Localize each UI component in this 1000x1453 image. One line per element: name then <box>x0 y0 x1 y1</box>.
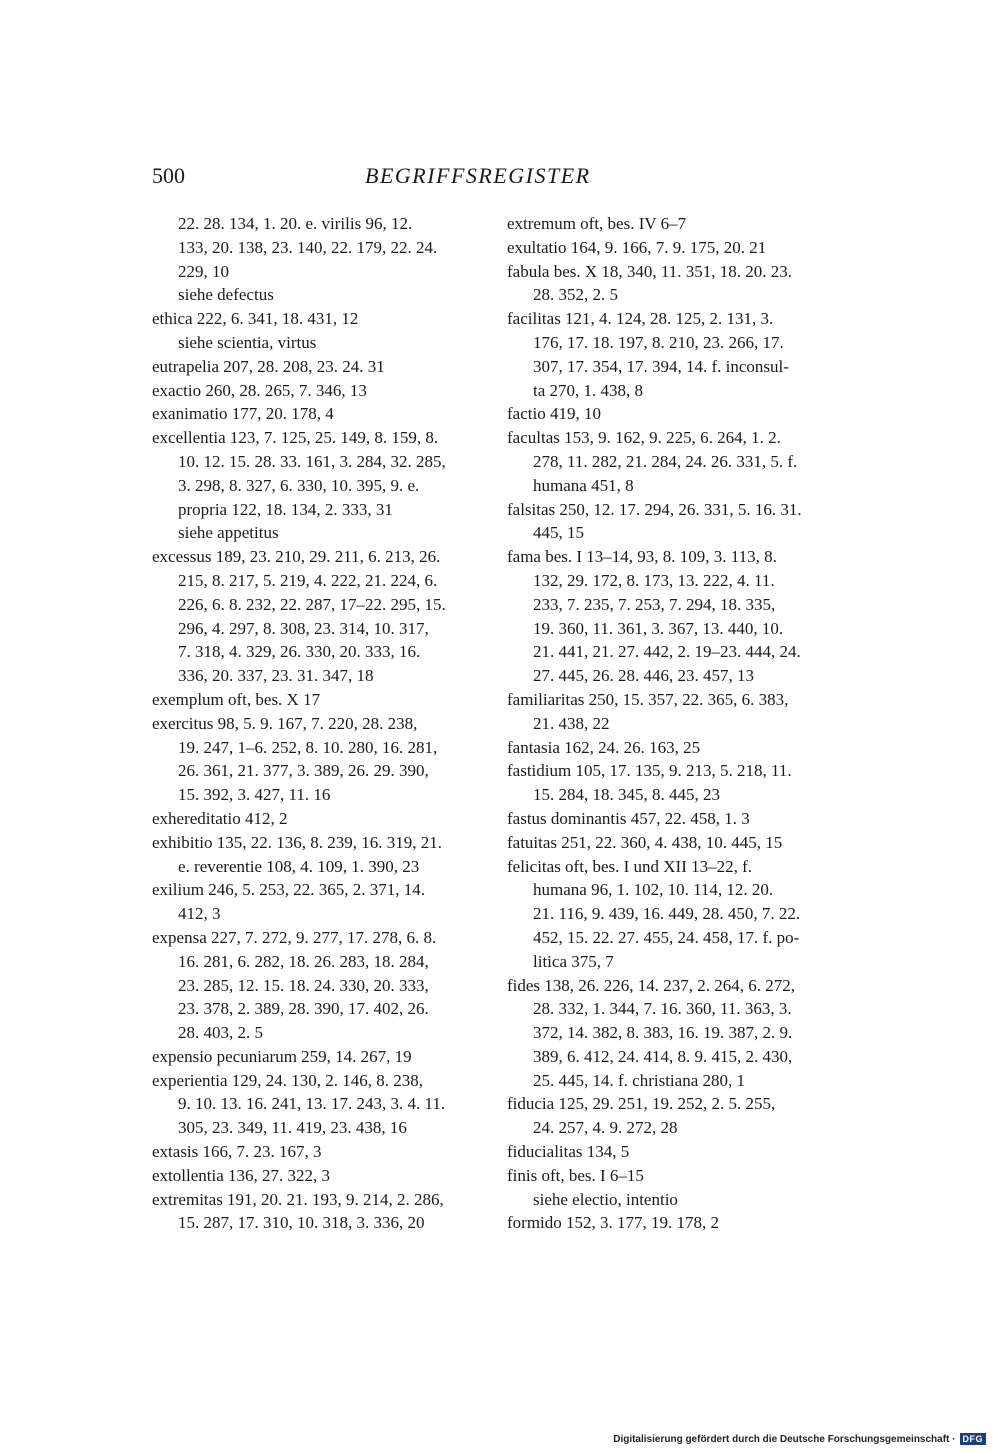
index-line: 9. 10. 13. 16. 241, 13. 17. 243, 3. 4. 11. <box>178 1094 446 1114</box>
index-line: exultatio 164, 9. 166, 7. 9. 175, 20. 21 <box>507 237 767 257</box>
index-line: 28. 352, 2. 5 <box>533 285 618 305</box>
index-line: 27. 445, 26. 28. 446, 23. 457, 13 <box>533 666 754 686</box>
index-line: exilium 246, 5. 253, 22. 365, 2. 371, 14. <box>152 880 425 900</box>
index-line: ta 270, 1. 438, 8 <box>533 380 644 400</box>
index-line: 23. 285, 12. 15. 18. 24. 330, 20. 333, <box>178 975 429 995</box>
index-line: 24. 257, 4. 9. 272, 28 <box>533 1118 678 1138</box>
index-line: extasis 166, 7. 23. 167, 3 <box>152 1142 322 1162</box>
index-line: 15. 287, 17. 310, 10. 318, 3. 336, 20 <box>178 1213 425 1233</box>
index-line: extremum oft, bes. IV 6–7 <box>507 214 687 233</box>
index-line: siehe appetitus <box>178 523 279 543</box>
index-line: 445, 15 <box>533 523 584 543</box>
index-line: e. reverentie 108, 4. 109, 1. 390, 23 <box>178 856 420 876</box>
index-line: 15. 392, 3. 427, 11. 16 <box>178 785 331 805</box>
index-line: 21. 116, 9. 439, 16. 449, 28. 450, 7. 22. <box>533 904 801 924</box>
index-line: 229, 10 <box>178 261 229 281</box>
index-line: 28. 403, 2. 5 <box>178 1023 263 1043</box>
index-line: fantasia 162, 24. 26. 163, 25 <box>507 737 701 757</box>
running-head: BEGRIFFSREGISTER <box>365 163 591 188</box>
index-line: 296, 4. 297, 8. 308, 23. 314, 10. 317, <box>178 618 429 638</box>
index-line: exemplum oft, bes. X 17 <box>152 689 321 709</box>
index-line: 389, 6. 412, 24. 414, 8. 9. 415, 2. 430, <box>533 1046 793 1066</box>
index-line: excellentia 123, 7. 125, 25. 149, 8. 159, 8. <box>152 428 439 448</box>
index-line: 133, 20. 138, 23. 140, 22. 179, 22. 24. <box>178 237 438 257</box>
index-column-left <box>152 212 457 1235</box>
dfg-logo: DFG <box>960 1433 987 1445</box>
footer-credit: Digitalisierung gefördert durch die Deutsche Forschungsgemeinschaft · <box>613 1433 956 1445</box>
index-line: finis oft, bes. I 6–15 <box>507 1165 644 1185</box>
index-line: 26. 361, 21. 377, 3. 389, 26. 29. 390, <box>178 761 429 781</box>
index-line: 28. 332, 1. 344, 7. 16. 360, 11. 363, 3. <box>533 999 792 1019</box>
index-line: 19. 360, 11. 361, 3. 367, 13. 440, 10. <box>533 618 784 638</box>
index-line: fiducia 125, 29. 251, 19. 252, 2. 5. 255, <box>507 1094 776 1114</box>
index-line: falsitas 250, 12. 17. 294, 26. 331, 5. 16. 31. <box>507 499 802 519</box>
index-line: fastidium 105, 17. 135, 9. 213, 5. 218, 11. <box>507 761 792 781</box>
index-line: ethica 222, 6. 341, 18. 431, 12 <box>152 309 359 329</box>
index-line: 452, 15. 22. 27. 455, 24. 458, 17. f. po- <box>533 927 800 947</box>
index-line: 7. 318, 4. 329, 26. 330, 20. 333, 16. <box>178 642 421 662</box>
index-line: humana 96, 1. 102, 10. 114, 12. 20. <box>533 880 774 900</box>
index-line: litica 375, 7 <box>533 951 614 971</box>
index-line: 372, 14. 382, 8. 383, 16. 19. 387, 2. 9. <box>533 1023 793 1043</box>
index-line: 176, 17. 18. 197, 8. 210, 23. 266, 17. <box>533 332 784 352</box>
index-line: exactio 260, 28. 265, 7. 346, 13 <box>152 380 367 400</box>
index-line: exanimatio 177, 20. 178, 4 <box>152 404 334 424</box>
footer <box>613 1433 986 1445</box>
index-line: expensio pecuniarum 259, 14. 267, 19 <box>152 1046 412 1066</box>
index-line: factio 419, 10 <box>507 404 601 424</box>
index-line: 21. 438, 22 <box>533 713 610 733</box>
index-line: 3. 298, 8. 327, 6. 330, 10. 395, 9. e. <box>178 475 420 495</box>
index-line: extremitas 191, 20. 21. 193, 9. 214, 2. 286, <box>152 1189 444 1209</box>
index-line: 307, 17. 354, 17. 394, 14. f. inconsul- <box>533 356 789 376</box>
index-line: 305, 23. 349, 11. 419, 23. 438, 16 <box>178 1118 407 1138</box>
index-line: exhibitio 135, 22. 136, 8. 239, 16. 319, 21. <box>152 832 442 852</box>
index-line: 19. 247, 1–6. 252, 8. 10. 280, 16. 281, <box>178 737 438 757</box>
index-line: fama bes. I 13–14, 93, 8. 109, 3. 113, 8. <box>507 547 777 567</box>
index-line: fastus dominantis 457, 22. 458, 1. 3 <box>507 808 750 828</box>
index-line: 15. 284, 18. 345, 8. 445, 23 <box>533 785 720 805</box>
index-line: propria 122, 18. 134, 2. 333, 31 <box>178 499 393 519</box>
index-line: extollentia 136, 27. 322, 3 <box>152 1165 331 1185</box>
index-line: 278, 11. 282, 21. 284, 24. 26. 331, 5. f. <box>533 451 798 471</box>
index-line: eutrapelia 207, 28. 208, 23. 24. 31 <box>152 356 385 376</box>
index-line: fabula bes. X 18, 340, 11. 351, 18. 20. 23. <box>507 261 793 281</box>
index-line: expensa 227, 7. 272, 9. 277, 17. 278, 6. 8. <box>152 927 437 947</box>
index-line: 25. 445, 14. f. christiana 280, 1 <box>533 1070 745 1090</box>
index-line: 226, 6. 8. 232, 22. 287, 17–22. 295, 15. <box>178 594 446 614</box>
index-line: 21. 441, 21. 27. 442, 2. 19–23. 444, 24. <box>533 642 801 662</box>
index-line: 215, 8. 217, 5. 219, 4. 222, 21. 224, 6. <box>178 570 438 590</box>
index-line: fiducialitas 134, 5 <box>507 1142 630 1162</box>
index-line: siehe defectus <box>178 285 274 305</box>
index-line: exercitus 98, 5. 9. 167, 7. 220, 28. 238, <box>152 713 418 733</box>
index-line: excessus 189, 23. 210, 29. 211, 6. 213, 26. <box>152 547 441 567</box>
index-line: 23. 378, 2. 389, 28. 390, 17. 402, 26. <box>178 999 429 1019</box>
index-line: familiaritas 250, 15. 357, 22. 365, 6. 383, <box>507 689 789 709</box>
index-line: experientia 129, 24. 130, 2. 146, 8. 238, <box>152 1070 424 1090</box>
index-line: facilitas 121, 4. 124, 28. 125, 2. 131, 3. <box>507 309 774 329</box>
index-line: siehe electio, intentio <box>533 1189 678 1209</box>
index-column-right <box>507 212 812 1235</box>
index-line: fides 138, 26. 226, 14. 237, 2. 264, 6. 272, <box>507 975 796 995</box>
index-line: 22. 28. 134, 1. 20. e. virilis 96, 12. <box>178 214 413 233</box>
index-line: fatuitas 251, 22. 360, 4. 438, 10. 445, 15 <box>507 832 783 852</box>
page-number: 500 <box>152 163 185 188</box>
index-line: 412, 3 <box>178 904 221 924</box>
index-line: 233, 7. 235, 7. 253, 7. 294, 18. 335, <box>533 594 776 614</box>
index-line: 132, 29. 172, 8. 173, 13. 222, 4. 11. <box>533 570 775 590</box>
index-line: 336, 20. 337, 23. 31. 347, 18 <box>178 666 374 686</box>
index-line: 16. 281, 6. 282, 18. 26. 283, 18. 284, <box>178 951 429 971</box>
index-line: facultas 153, 9. 162, 9. 225, 6. 264, 1. 2. <box>507 428 781 448</box>
index-line: felicitas oft, bes. I und XII 13–22, f. <box>507 856 753 876</box>
index-line: formido 152, 3. 177, 19. 178, 2 <box>507 1213 720 1233</box>
index-line: exhereditatio 412, 2 <box>152 808 288 828</box>
index-line: humana 451, 8 <box>533 475 634 495</box>
index-line: 10. 12. 15. 28. 33. 161, 3. 284, 32. 285, <box>178 451 446 471</box>
index-line: siehe scientia, virtus <box>178 332 317 352</box>
